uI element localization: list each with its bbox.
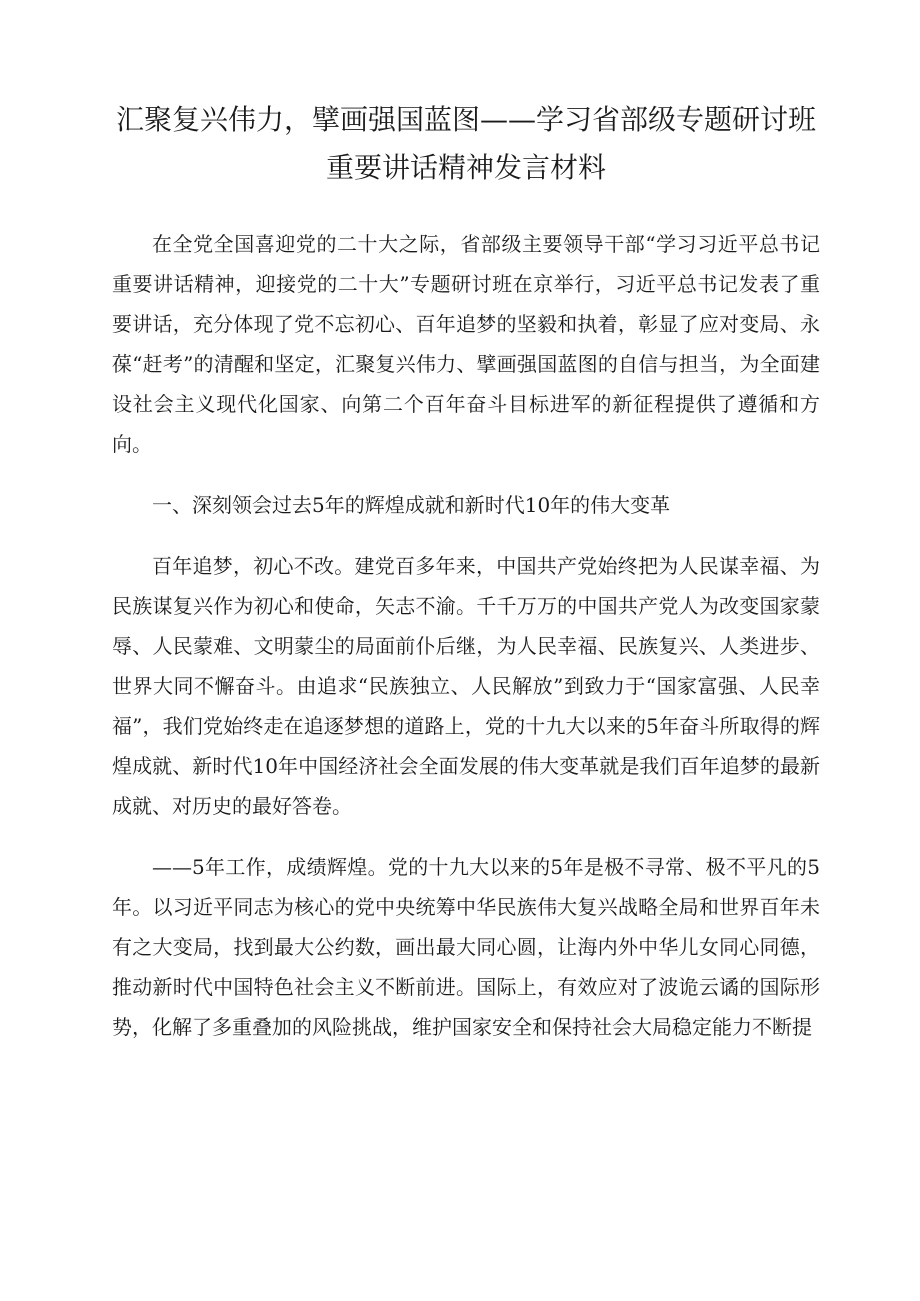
title-line-2: 重要讲话精神发言材料 — [325, 151, 606, 184]
body-paragraph-1: 百年追梦，初心不改。建党百多年来，中国共产党始终把为人民谋幸福、为民族谋复兴作为初心和使命，矢志不渝。千千万万的中国共产党人为改变国家蒙辱、人民蒙难、文明蒙尘的局面前仆后继，为人民幸福、民族复兴、人类进步、世界大同不懈奋斗。由追求“民族独立、人民解放”到致力于“国家富强、人民幸福”，我们党始终走在追逐梦想的道路上，党的十九大以来的5年奋斗所取得的辉煌成就、新时代10年中国经济社会全面发展的伟大变革就是我们百年追梦的最新成就、对历史的最好答卷。 — [112, 554, 820, 818]
document-page — [112, 96, 820, 1047]
body-paragraph-2: ——5年工作，成绩辉煌。党的十九大以来的5年是极不寻常、极不平凡的5年。以习近平同志为核心的党中央统筹中华民族伟大复兴战略全局和世界百年未有之大变局，找到最大公约数，画出最大同心圆，让海内外中华儿女同心同德，推动新时代中国特色社会主义不断前进。国际上，有效应对了波诡云谲的国际形势，化解了多重叠加的风险挑战，维护国家安全和保持社会大局稳定能力不断提 — [112, 855, 820, 1039]
document-title — [112, 96, 820, 192]
title-line-1: 汇聚复兴伟力，擘画强国蓝图——学习省部级专题研讨班 — [115, 103, 816, 136]
section-heading-1: 一、深刻领会过去5年的辉煌成就和新时代10年的伟大变革 — [152, 493, 671, 517]
intro-paragraph: 在全党全国喜迎党的二十大之际，省部级主要领导干部“学习习近平总书记重要讲话精神，迎接党的二十大”专题研讨班在京举行，习近平总书记发表了重要讲话，充分体现了党不忘初心、百年追梦的坚毅和执着，彰显了应对变局、永葆“赶考”的清醒和坚定，汇聚复兴伟力、擘画强国蓝图的自信与担当，为全面建设社会主义现代化国家、向第二个百年奋斗目标进军的新征程提供了遵循和方向。 — [112, 232, 820, 456]
